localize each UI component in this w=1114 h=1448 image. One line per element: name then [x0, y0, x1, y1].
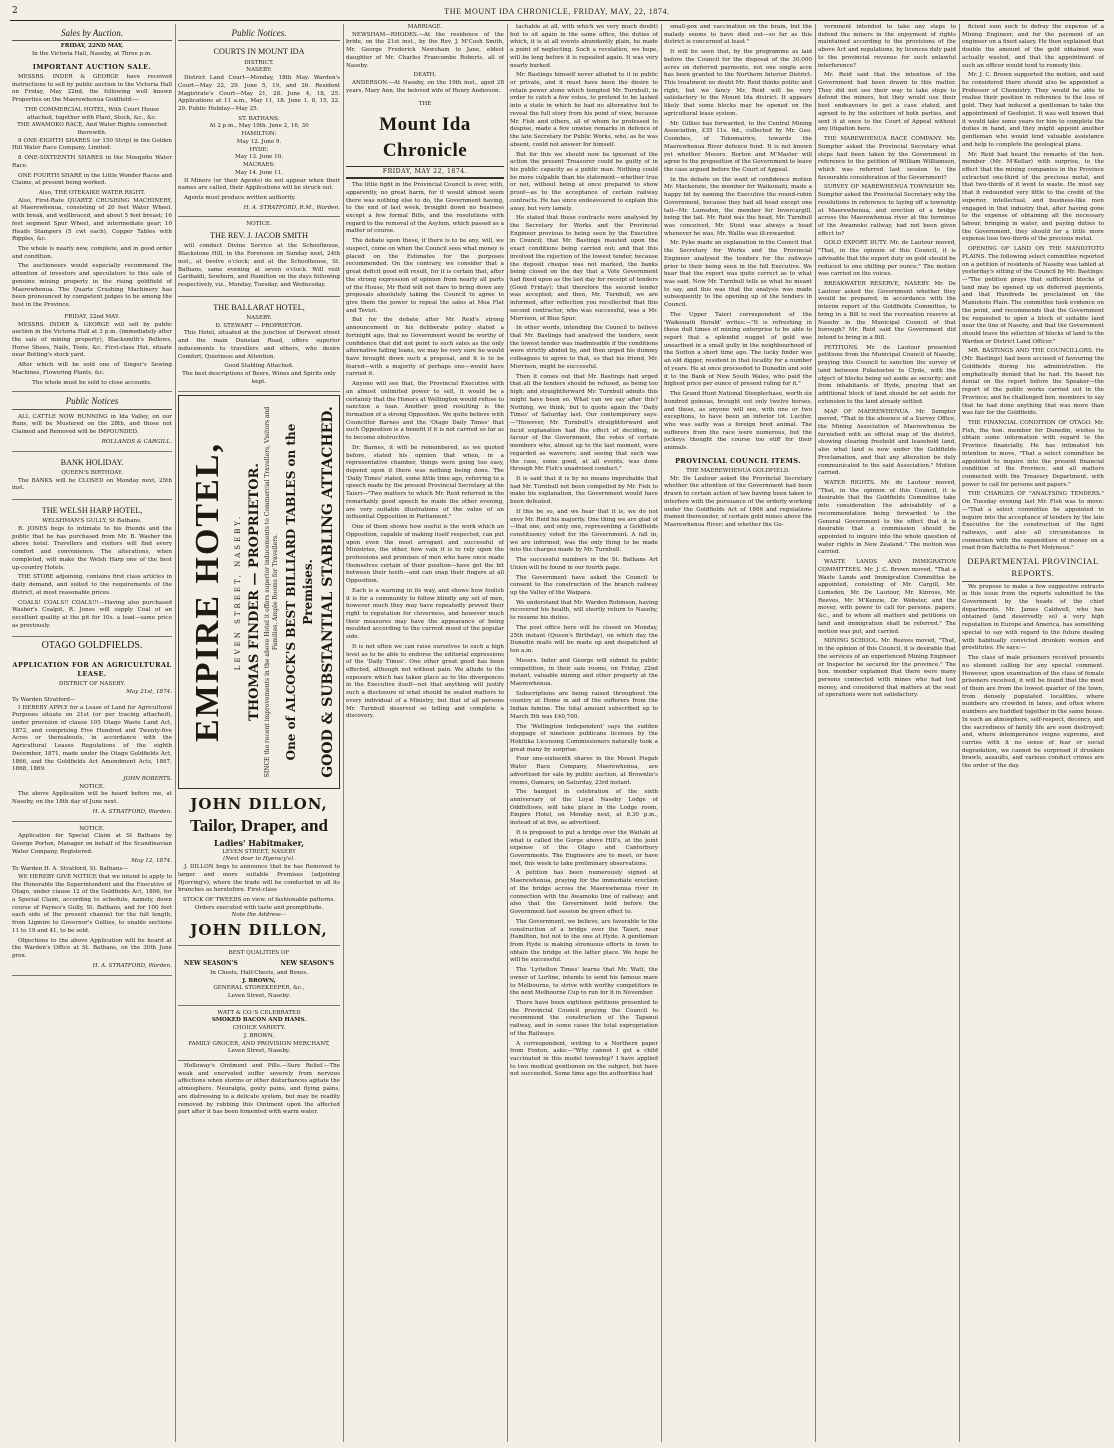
best-qualities: BEST QUALITIES OF — [228, 949, 290, 956]
column-rule — [343, 24, 344, 1442]
news-item: The 'Lyttelton Times' learns that Mr. Watt, the owner of Lurline, intends to send his famous mare to Melbourne, to strive with worthy competitors in the next Melbourne Cup to run for it in November. — [510, 967, 658, 997]
otago-heading: OTAGO GOLDFIELDS. — [41, 640, 143, 652]
news-item: The Government have asked the Council to consent to the construction of the branch railway up the Valley of the Waipara. — [510, 574, 658, 597]
advert-courts — [178, 43, 340, 217]
masthead-the: THE — [418, 101, 432, 108]
seasons-row — [184, 960, 334, 968]
editorial-paragraph: But for this we should now be ignorant of the action the present Treasurer could be guilty of in his public capacity as a public man. Nothing could be more culpable than his statement—whether true or not, without being at once prepared to show proof—as to the acceptance of certain railway contracts. He has since endeavoured to explain this away, but very lamely. — [510, 151, 658, 212]
council-items-heading: PROVINCIAL COUNCIL ITEMS. — [675, 456, 801, 465]
sale-item: The whole is nearly new, complete, and in good order and condition. — [12, 246, 172, 260]
page-number: 2 — [12, 6, 19, 16]
advert-bank-holiday — [12, 454, 172, 500]
sale-item: THE AWAMOKO RACE, And Water Rights connected therewith. — [17, 122, 167, 136]
lease-body: I HEREBY APPLY for a Lease of Land for Agricultural Purposes situate on 21st (or per tracing attached), under provision of clause 105 Otago Waste Land Act, 1872, and comprising Five Hundred and Twenty-five Acres or thereabouts, in accordance with the Agricultural Leases Regulations of the eighth December, 1871, made under the Otago Goldfields Act, 1866, and the Goldfields Act Amendment Acts, 1867, 1868, 1869. — [12, 704, 172, 773]
empire-stabling: GOOD & SUBSTANTIAL STABLING ATTACHED. — [320, 405, 337, 778]
advert-tea-seasons — [178, 948, 340, 1006]
lease-signature: JOHN ROBERTS. — [123, 775, 172, 782]
lease-to: To Warden Stratford— — [12, 696, 76, 703]
welsh-store: THE STORE adjoining, contains first class articles in daily demand, and suited to the requirements of the district, at most reasonable prices. — [12, 574, 172, 596]
welsh-coals: COALS! COALS!! COALS!!!—Having also purchased Wasber's Coalpit, R. Jones will supply Coal of an excellent quality at the pit for 10s. a load—same price as previously. — [12, 599, 172, 629]
editorial-paragraph: The debate upon these, if there is to be any, will, we suspect, come on when the Council sees what money is placed on the Estimates for the purposes recommended. On the contrary, we consider that a great deficit good will result, for it is certain that, after the strong expression of opinion from nearly all parts of the House, Mr Reid will not dare to bring down any proposals absolutely taking the Council to agree to give them the power to repeal the sales at Moa Flat and Teviot. — [346, 238, 504, 314]
news-item: We understand that Mr. Warden Robinson, having recovered his health, will shortly return to Naseby, to resume his duties. — [510, 599, 658, 622]
empire-billiard: One of ALCOCK'S BEST BILLIARD TABLES on the Premises. — [284, 423, 315, 760]
sale-item: Also, THE OTEKAIKE WATER RIGHT. — [38, 190, 146, 196]
reports-paragraph: We propose to make a few suggestive extracts in this issue from the reports submitted to the Government by the heads of the chief departments. Mr. James Caldwell, who has obtained (and deservedly so) a very high reputation in Europe and America, has something special to say with regard to the future dealing with habitually convicted drunken women and prostitutes. He says:— — [962, 583, 1104, 652]
dillon-stock: STOCK OF TWEEDS on view, of fashionable patterns. Orders executed with taste and promptitude. — [182, 896, 336, 911]
notice-heading: NOTICE. — [79, 783, 105, 790]
dillon-body: J. DILLON begs to announce that he has Removed to larger and more suitable Premises (adjoining Hjorring's), where the trade will be conducted in all its branches as heretofore. First-class — [178, 864, 340, 894]
council-item: Mr. Reid had heard the remarks of the hon. member (Mr. M'Kellar) with surprise, to the effect that the mining companies in the Province extracted one-third of the precious metal, and that two-thirds of it went to waste. He must say that it redounded very little to the credit of the superior, intellectual, and business-like men engaged in that industry that, after having gone to the expense of obtaining all the necessary labour, bringing in water, and paying duties to the Government, they should for a little more expense lose two-thirds of the precious metal. — [962, 151, 1104, 243]
death-heading: DEATH. — [413, 72, 437, 79]
column-rule — [959, 24, 960, 1442]
season-right: NEW SEASON'S — [280, 959, 334, 967]
dillon-outfit: Ladies' Habitmaker, — [213, 837, 305, 848]
council-item: Mr. Reid said that the intention of the Government had been drawn to this matter. They did not see their way to take steps to defend the miners, but they would use their best endeavours to get a case stated, and agreed to by the solicitors of both parties, and sent it at once to the Court of Appeal without any litigation here. — [818, 72, 956, 133]
cattle-signature: ROLLANDS & CARGILL. — [101, 438, 172, 445]
sale-item: Also, First-Rate QUARTZ CRUSHING MACHINERY, at Maerewhenua, consisting of 20 feet Water Wheel, with break, and wellbraced, and about 5 feet breast; 16 feet segment Spur Wheel, and intermediate gear; 10 Heads Stampers (5 cwt each), Copper Tables with Ripples, &c. — [12, 197, 172, 243]
bank-body: The BANKS will be CLOSED on Monday next, 25th inst. — [12, 477, 172, 492]
column-1 — [12, 24, 172, 1442]
sale2-close: The whole must be sold to close accounts. — [32, 379, 152, 386]
bank-sub: QUEEN'S BIRTHDAY. — [61, 469, 123, 476]
lease-district: DISTRICT OF NASEBY. — [58, 681, 126, 688]
watt-address: Leven Street, Naseby. — [227, 1048, 291, 1055]
news-item: The Upper Taieri correspondent of the 'Waikouaiti Herald' writes:—"It is refreshing in these dull times of mining enterprise to be able to report that a splendid nugget of gold was unearthed in a small gully in the neighbourhood of the Sutton a short time ago. The lucky finder was an old digger, resident in that locality for a number of years. He at once proceeded to Dunedin and sold it to the Bank of New South Wales, who paid the highest price per ounce of present ruling for it." — [664, 311, 812, 388]
news-item: The banquet in celebration of the sixth anniversary of the Loyal Naseby Lodge of Oddfellows, will take place in the Lodge room, Empire Hotel, on Monday next, at 8.30 p.m., instead of at five, as advertised. — [510, 789, 658, 827]
reports-heading: DEPARTMENTAL PROVINCIAL REPORTS. — [962, 556, 1104, 581]
header-rule — [10, 20, 1104, 21]
lease-date: May 21st, 1874. — [126, 689, 172, 696]
watt-heading: WATT & CO.'S CELEBRATED — [217, 1009, 301, 1016]
sale-item: THE COMMERCIAL HOTEL, With Court House attached, together with Plant, Stock, &c., &c. — [24, 106, 160, 121]
section-heading: Public Notices — [12, 395, 172, 409]
council-item: MAP OF MAEREWHENUA. Mr. Sumpter moved, "That in the absence of a Survey Office, the Mining Association of Maerewhenua be furnished with an official map of the district, showing clearing freehold and leasehold land, also what land is now under the Goldfields Proclamation, and that any alteration be duly communicated to the said Association." Motion carried. — [818, 408, 956, 477]
editorial-paragraph: Each is a warning in its way, and shows how foolish it is for a community to follow blindly any set of men, however much they may have repeatedly proved their right to reputation for cleverness, and however much their measures may have the appearance of being moulded according to the current mood of the popular side. — [346, 587, 504, 641]
news-item: The 'Wellington Independent' says the sudden stoppage of nineteen publicans licenses by the Hokitika Licensing Commissioners naturally took a great many by surprise. — [510, 723, 658, 753]
editorial-paragraph: If this be so, and we hear that it is, we do not envy Mr. Reid his majority. One thing we are glad of—that one, and only one, representing a Goldfields constituency voted for the Government. A fall in, we are informed, was the only thing to be made into the charges made by Mr. Turnbull. — [510, 508, 658, 554]
courts-hamilton-dates: May 12. June 9. — [236, 138, 282, 145]
council-item: THE CHARGES OF "ANALYSING TENDERS." On Tuesday evening last Mr. Fish was to move:—"That a select committee be appointed to inquire into the acceptance of tenders by the late Executive for the construction of the light railways, and also all circumstances in connection with the expenditure of money on a road from Balclutha to Port Molyneux." — [962, 491, 1104, 552]
welsh-sub: WELSHMAN'S GULLY, St Bathans. — [42, 518, 142, 525]
news-item: Mr. Gillies has forwarded, to the Central Mining Association, £35 11s. 6d., collected by Mr. Geo. Coombes, of Tokomairiro, towards the Maerewhenua River defence fund. It is not known yet whether Messrs. Borton and M'Master will agree to the proposition of the Government to leave the case argued before the Court of Appeal. — [664, 120, 812, 173]
ballarat-proprietor: D. STEWART — PROPRIETOR. — [215, 322, 303, 329]
editorial-paragraph: The little fight in the Provincial Council is over, with, apparently, no great harm, for it would almost seem there was nothing else to do, the Government having, to the end of last week, brought down no business except a few formal Bills, and the resolutions with regard to the removal of the Asylum, which passed as a matter of course. — [346, 182, 504, 235]
council-item: ficient sum such to defray the expense of a Mining Engineer, and for the payment of an engineer on a fixed salary. He then explained that double the amount of the gold obtained was actually wasted, and that the appointment of such an officer would tend to remedy this. — [962, 24, 1104, 69]
editorial-paragraph: In other words, intending the Council to believe that Mr. Bastings had analysed the tenders, seen the lowest tender was inadmissible if the conditions were strictly abided by, and then urged his dummy colleagues to agree to that, so that his friend, Mr. Morrison, might be successful. — [510, 325, 658, 370]
courts-sub: DISTRICT. — [244, 59, 274, 66]
news-item: Subscriptions are being raised throughout the country at Home in aid of the sufferers from the Indian famine. The total amount subscribed up to March 5th was £40,700. — [510, 690, 658, 720]
dillon-address: LEVEN STREET, NASEBY — [222, 848, 296, 855]
editorial-paragraph: But for the debate after Mr. Reid's strong announcement in his deliberate policy stated a fortnight ago, that no Government would be worthy of confidence that did not point to such sales as the only alternative failing loans, we may be very sure he would have brought down such a proposal, and it is to be feared—with a majority of perhaps one—would have carried it. — [346, 317, 504, 378]
empire-street: LEVEN STREET, NASEBY. — [233, 513, 242, 670]
courts-st-bathans: ST. BATHANS: — [238, 115, 280, 122]
column-6 — [818, 24, 956, 1442]
empire-name: EMPIRE HOTEL, — [189, 441, 226, 742]
notice2-date: May 12, 1874. — [131, 858, 172, 865]
council-item: vernment intended to take any steps to defend the miners in the enjoyment of rights maintained according to the provisions of the above Act and regulations, by licences duly paid to the provincial revenue for such unlawful interference? — [818, 24, 956, 69]
editorial-paragraph: It is not often we can raise ourselves to such a high level as to be able to endorse the editorial expressions of the 'Daily Times'. One other great good has been effected, although not without pain. We allude to the exposure which has taken place as to the divergences in the Executive itself—not that anything will justify such a disclosure of what should be sealed matters to every individual of a Ministry, but that of all persons Mr. Turnbull deserved so telling and complete a discovery. — [346, 643, 504, 720]
column-rule — [661, 24, 662, 1442]
notice2-signature: H. A. STRATFORD, Warden. — [92, 962, 172, 969]
watt-choice: CHOICE VARIETY. — [232, 1025, 286, 1032]
advert-sale-2 — [12, 312, 172, 392]
notice-body: The above Application will be heard before me, at Naseby, on the 18th day of June next. — [12, 791, 172, 806]
editorial-paragraph: tachable at all, with which we very much doubt) but to sit again in the same office, the duties of which, it is at all events abundantly plain, he made a point of neglecting. Such a revelation, we hope, will be long before it is repeated again. It was very nearly burked. — [510, 24, 658, 69]
death-notice: ANDERSON.—At Naseby, on the 19th inst., aged 28 years, Mary Ann, the beloved wife of Henry Anderson. — [346, 80, 504, 94]
ballarat-body: This Hotel, situated at the junction of Derwent street and the main Dunstan Road, offers superior inducements to travellers and others, who desire Comfort, Quietness and Attention. — [178, 330, 340, 360]
news-item: The post office here will be closed on Monday, 25th instant (Queen's Birthday), on which day the Dunedin mails will be made up and despatched at ten a.m. — [510, 624, 658, 655]
news-item: A correspondent, writing to a Northern paper from Foxton, asks:—"Why cannot I get a child vaccinated in this model township? I have applied to two medical gentlemen on the subject, but have not succeeded. Some time ago the authorities had — [510, 1040, 658, 1078]
advert-special-claim — [12, 824, 172, 976]
column-7 — [962, 24, 1104, 1442]
welsh-heading: THE WELSH HARP HOTEL, — [41, 506, 143, 515]
news-item: small-pox and vaccination on the brain, but the malady seems to have died out—so far as this district is concerned at least." — [664, 24, 812, 46]
service-notice: NOTICE. — [246, 221, 272, 228]
bank-heading: BANK HOLIDAY. — [60, 457, 124, 467]
notice2-heading: NOTICE. — [79, 825, 105, 832]
service-body: will conduct Divine Service at the Schoolhouse, Blackstone Hill, in the Forenoon on Sunday next, 24th inst., at twelve o'clock; and at the Schoolhouse, St. Bathans, same evening at seven o'clock. Will visit Garibaldi, Sowburn, and Hamilton on the days following respectively, viz., Monday, Tuesday, and Wednesday. — [178, 243, 340, 288]
watt-product: SMOKED BACON AND HAMS. — [211, 1017, 307, 1024]
column-rule — [507, 24, 508, 1442]
notice2-body: Application for Special Claim at St Bathans by George Porton, Manager on behalf of the Scandinavian Water Company, Registered. — [12, 833, 172, 855]
courts-signature: H. A. STRATFORD, R.M., Warden. — [243, 204, 340, 211]
dillon-name-repeat: JOHN DILLON, — [190, 921, 328, 940]
news-item: The successful numbers in the St. Bathans Art Union will be found in our fourth page. — [510, 557, 658, 571]
council-item: OPENING OF LAND ON THE MANIOTOTO PLAINS. The following select committee reported on a petition of residents of Naseby was tabled at yesterday's sitting of the Council by Mr. Bastings:—"The petition prays that sufficient blocks of land may be opened up on deferred payments, and that Hundreds be proclaimed on the Maniototo Plain. The committee took evidence on the point, and recommends that the Government be requested to open a block of suitable land near the line of Naseby, and that the Government should leave the selection of blocks of land to the Warden or District Land Officer." — [962, 246, 1104, 345]
reports-paragraph: The class of male prisoners received presents no element calling for any special comment. However, upon examination of the class of female prisoners received, it will be found that the most of them are from the lowest quarter of the town, from densely populated localities, where numbers are crowded in lanes, and often where numbers are huddled together in the same house. In such an atmosphere, self-respect, decency, and the sacredness of family life are soon destroyed; and, where intemperance reigns supreme, and carries with it no sense of fear or social degradation, we cannot be surprised if drunken brawls, assaults, and various conduct crimes are the order of the day. — [962, 655, 1104, 770]
dateline: FRIDAY, MAY 22, 1874. — [346, 166, 504, 180]
brown-sub: GENERAL STOREKEEPER, &c., — [213, 985, 305, 992]
service-heading: THE REV. J. JACOB SMITH — [209, 231, 309, 241]
courts-miners: If Miners (or their Agents) do not appear when their names are called, their Applications will be struck out. — [178, 177, 340, 192]
council-item: THE MAREWHENUA RACE COMPANY. Mr. Sumpter asked the Provincial Secretary what steps had been taken by the Government in reference to the petition of William Williamson, which was referred last session to the favourable consideration of the Government? — [818, 136, 956, 181]
sale2-more: After which will be sold one of Singer's Sewing Machines, Flowering Plants, &c. — [12, 362, 172, 376]
courts-naseby: NASEBY: — [246, 67, 272, 74]
news-item: The Grand Hunt National Steeplechase, worth six hundred guineas, brought out only twelve horses, and these, as anyone will see, with one or two exceptions, to have been an inferior lot. Lucifer, who was sadly was a foreign bred animal. The sufferers from the race were numerous, but the jockeys thought the course too stiff for their animals. — [664, 391, 812, 452]
advert-empire-hotel — [178, 395, 340, 789]
ballarat-stabling: Good Stabling Attached. — [224, 363, 294, 370]
sale-item: 8 ONE-SIXTEENTH SHARES in the Mosquito Water Race. — [12, 155, 172, 169]
council-item: PETITIONS. Mr. de Lautour presented petitions from the Municipal Council of Naseby, praying this Council to sanction the survey of land between Puketoetoe to Clyde, with the object of blocks being set aside as security; and from inhabitants of Hyde, praying that an additional block of land should be set aside for extension to the land already settled. — [818, 344, 956, 405]
notice2-text: WE HEREBY GIVE NOTICE that we intend to apply to the Honorable the Superintendent and the Executive of Otago, under clause 12 of the Goldfields Act, 1866, for a Special Claim, according to schedule, namely, down course of Paynes's Gully, St. Bathans, and for 100 feet each side of the present channel for the full length, from Ligmire to Governor's Gullies, to enable sections 11 to 19 and 41, to be sold. — [12, 873, 172, 934]
brown-name: J. BROWN, — [242, 977, 276, 984]
council-item: WASTE LANDS AND IMMIGRATION COMMITTEES. Mr. J. C. Brown moved, "That a Waste Lands and Immigration Committee be appointed, consisting of Mr. Cargill, Mr. Lumsden, Mr. De Lautour, Mr. Kinross, Mr. Reeves, Mr. M'Kenzie, Dr. Webster, and the mover, with power to call for persons, papers, &c., and to whom all matters and petitions on land and immigration shall be referred." The motion was put, and carried. — [818, 559, 956, 635]
marriage-notice: NEWSHAM—RHODES.—At the residence of the bride, on the 21st inst., by the Rev. J. M'Cosh Smith, Mr. George Frederick Newsham to Jane, eldest daughter of Mr. Charles Francombe Roberts, all of Naseby. — [346, 31, 504, 69]
courts-body: District Land Court—Monday, 18th May. Warden's Court—May 22, 29. June 5, 19, and 26. Resident Magistrate's Court—May 21, 28. June 4, 18, 25. Applications at 11 a.m., May 11, 18. June 1, 8, 15, 22, 29. Public Holiday—May 25. — [178, 75, 340, 113]
section-heading: Public Notices. — [178, 27, 340, 41]
courts-heading: COURTS IN MOUNT IDA — [213, 47, 305, 57]
brown-address: Leven Street, Naseby. — [227, 992, 291, 999]
news-item: It will be seen that, by the programme as laid before the Council for the disposal of the 30,000 acres on deferred payments, not one single acre has been granted to the Northern Interior District. This treatment no doubt Mr. Reid thinks politic and right, but we fancy Mr. Reid will be very satisfactory to the Mount Ida district. It appears likely that some blocks may be opened on the agricultural lease system. — [664, 49, 812, 117]
courts-hyde: HYDE: — [249, 146, 269, 153]
advert-bacon — [178, 1008, 340, 1061]
council-item: GOLD EXPORT DUTY. Mr. de Lautour moved, "That, in the opinion of this Council, it is advisable that the export duty on gold should be reduced to one shilling per ounce." The motion was carried on the voices. — [818, 240, 956, 278]
empire-rotated-text — [185, 402, 337, 782]
courts-st-bathans-dates: At 2 p.m., May 19th. June 2, 16, 30 — [209, 123, 309, 130]
advert-lease — [12, 655, 172, 821]
dillon-note: Note the Address— — [231, 912, 287, 919]
ballarat-heading: THE BALLARAT HOTEL, — [213, 302, 305, 312]
council-item: THE FINANCIAL CONDITION OF OTAGO. Mr. Fish, the hon. member for Dunedin, wishes to obtain some information with regard to the Province financially. He has intimated his intention to move, "That a select committee be appointed to inquire into the present financial condition of the Province, and all matters connected with the Treasury Department, with power to call for persons and papers." — [962, 419, 1104, 488]
editorial-paragraph: He stated that these contracts were analysed by the Secretary for Works and the Provincial Engineer previous to being seen by the Executive in Council; that Mr. Bastings insisted upon the exact conditions being carried out; and that this involved the rejection of the lowest tender, because the deposit cheque was not marked, the banks being closed on the day that a Vote Government had fixed upon as the last day for receipt of tenders (Good Friday); that therefore the second tender was accepted; and then, Mr. Turnbull, we are informed, after reflection you recollected that this second contractor, who was successful, was a Mr. Morrison, of Blue Spur. — [510, 215, 658, 322]
holloway-advert: Holloway's Ointment and Pills.—Sure Relief.—The weak and enervated suffer severely from nervous affections when storms or other disturbances agitate the atmosphere. Neuralgia, gouty pains, and flying pains, are distressing to a delicate system, but may be readily removed by rubbing this Ointment upon the affected part after it has been fomented with warm water. — [178, 1063, 340, 1116]
news-item: Four one-sixteenth shares in the Mount Pisgah Water Race Company, Maerewhenua, are advertised for sale by public auction, at Brownlie's rooms, Oamaru, on Saturday, 23rd instant. — [510, 756, 658, 786]
council-items-sub: THE MAEREWHENUA GOLDFIELD. — [686, 467, 790, 474]
sale-date: FRIDAY, 22ND MAY, — [60, 43, 124, 50]
news-item: The Government, we believe, are favorable to the construction of a bridge over the Taieri, near Hamilton, but not to the one at Hyde. A gentleman from Hyde is making strenuous efforts in town to obtain the bridge at the latter place. We hope he will be successful. — [510, 918, 658, 964]
editorial-paragraph: Then it comes out that Mr. Bastings had urged that all the tenders should be refused, as being too high; and straightforward Mr. Turnbull admits this might have been so. What can we say after this? Nothing, we think, but to quote again the 'Daily Times' of Saturday last. Our contemporary says:—"However, Mr. Turnbull's straightforward and lucid explanation had the effect of deciding, in favour of the Government, the votes of certain members who, almost up to the last moment, were regarded as waverers; and seeing that such was the case, some good, at all events, was done through Mr. Fish's unadvised conduct." — [510, 373, 658, 473]
masthead: Mount Ida Chronicle — [379, 114, 471, 162]
notice-signature: H. A. STRATFORD, Warden. — [92, 808, 172, 815]
ballarat-wines: The best descriptions of Beers, Wines and Spirits only kept. — [182, 371, 336, 385]
advert-divine-service — [178, 219, 340, 296]
advert-john-dillon — [178, 792, 340, 946]
column-2 — [178, 24, 340, 1442]
news-item: A petition has been numerously signed at Maerewhenua, praying for the immediate erection of the bridge across the Maerewhenua river in connection with the Awamoko line of railway; and also that the Government hold before the Government last session be given effect to. — [510, 870, 658, 916]
watt-sub: FAMILY GROCER, AND PROVISION MERCHANT, — [188, 1040, 330, 1047]
lease-heading: APPLICATION FOR AN AGRICULTURAL LEASE. — [12, 661, 172, 679]
dillon-next-door: (Next door to Hyeracy's). — [223, 856, 295, 863]
news-item: In the debate on the want of confidence motion Mr. Mackenzie, the member for Waikouaiti, made a happy hit by naming the Executive the round-robin Government, because they had all head except one tail—Mr. Lumsden, the member for Invercargill, being the tail. Mr. Reid was the head, Mr. Turnbull was conceived, Mr. Stout was always a head whenever he was, Mr. Wallis was ill-rewarded. — [664, 176, 812, 237]
courts-hamilton: HAMILTON: — [241, 131, 277, 138]
tea-chests: In Chests, Half-Chests, and Boxes. — [210, 969, 308, 976]
editorial-paragraph: One of them shows how useful is the work which an Opposition, capable of making itself respected, can put upon even the most arrogant and successful of Ministries, the other, how vain it is to rely upon the professions and promises of men who have once made themselves certain of their position—have got the bit between their teeth—and can snap their fingers at all Opposition. — [346, 524, 504, 585]
sale-item: 9 ONE-EIGHTH SHARES (or 150 Strip) in the Golden Hill Water Race Company, Limited. — [12, 137, 172, 152]
empire-since: SINCE the recent improvements in the above Hotel it offers superior inducements to Commercial Travellers, Visitors and Families. Ample Rooms for Travellers. — [263, 406, 279, 777]
notice2-to: To Warden H. A. Stratford, St. Bathans— — [12, 866, 128, 873]
council-item: MR. BASTINGS AND THE COUNCILLORS. He (Mr. Bastings) had been accused of favouring the Goldfields during his administration. He emphatically denied that he had. He based his denial on the report before the Speaker—the report of the public works carried out in the Province; and he challenged hon. members to say that he had done anything that was more than was fair for the Goldfields. — [962, 348, 1104, 417]
sale-heading: IMPORTANT AUCTION SALE. — [32, 62, 152, 71]
column-4 — [510, 24, 658, 1442]
editorial-paragraph: It is said that it is by no means improbable that had Mr. Turnbull not been compelled by Mr. Fish to make his explanation, the Government would have been defeated. — [510, 475, 658, 506]
dillon-name: JOHN DILLON, — [190, 794, 328, 813]
column-rule — [175, 24, 176, 1442]
advert-cattle — [12, 412, 172, 452]
council-item: SURVEY OF MAREWHENUA TOWNSHIP. Mr. Sumpter asked the Provincial Secretary why the resolutions in reference to laying off a township at Maerewhenua, and erection of a bridge across the Maerewhenua river at the terminus of the Awamoko railway, had not been given effect to? — [818, 184, 956, 237]
dillon-trade: Tailor, Draper, and — [190, 816, 328, 836]
news-item: It is proposed to put a bridge over the Waitaki at what is called the Gorge above Hill's, at the joint expense of the Otago and Canterbury Governments. The Engineers are to meet, or have met, this week to take preliminary observations. — [510, 829, 658, 867]
council-item: Mr. J. C. Brown supported the motion, and said he considered there should also be appointed a Professor of Chemistry. They would be able to realise their position in reference to the loss of gold. They had induced a gentleman to take the appointment of Geologist. It was well known that it would take some years for him to complete the duties in hand, and they might appoint another gentleman who would lend valuable assistance and help to complete the geological plans. — [962, 72, 1104, 148]
courts-macraes: MACRAES: — [242, 162, 276, 169]
sale-item: The auctioneers would especially recommend the attention of investors and speculators to this sale of genuine mining property in the rising goldfield of Maerewhenua. The Quartz Crushing Machinery has been pronounced by competent judges to be among the best in the Province. — [12, 263, 172, 309]
column-rule — [815, 24, 816, 1442]
council-item: BREAKWATER RESERVE, NASEBY. Mr. De Lautour asked the Government whether they would be prepared, in accordance with the interim report of the Goldfields Committee, to bring in a Bill to vest the recreation reserve at Naseby in the Municipal Council of that borough? Mr. Reid said the Government did intend to bring in a Bill. — [818, 281, 956, 342]
editorial-paragraph: Anyone will see that, the Provincial Executive with an almost unlimited power to sell, it would be a certainty that the Honors at Wellington would refuse to sanction a loan. Another good resulting is the formation of a strong Opposition. We quite believe with Councillor Barnes and the 'Otago Daily Times' that such Opposition is a benefit if it is not carried so far as to become obstructive. — [346, 381, 504, 442]
council-item: WATER RIGHTS. Mr. de Lautour moved, "That, in the opinion of this Council, it is desirable that the Goldfields Committee take into consideration the advisability of a recommendation being forwarded to the General Government to the effect that it is desirable that a commission should be appointed to inquire into the whole question of water rights in New Zealand." The motion was carried. — [818, 479, 956, 556]
courts-hyde-dates: May 13. June 10. — [234, 154, 284, 161]
news-item: Messrs. Inder and George will submit to public competition, in their sale rooms, on Friday, 22nd instant, valuable mining and other property at the Maerewhenua. — [510, 657, 658, 687]
marriage-heading: MARRIAGE. — [407, 24, 443, 30]
welsh-body: R. JONES begs to intimate to his friends and the public that he has purchased from Mr. B. Wasber the above hotel. Travellers and visitors will find every comfort and convenience. The alterations, when completed, will make the Welsh Harp one of the best up-country Hotels. — [12, 526, 172, 571]
advert-welsh-harp — [12, 502, 172, 637]
advert-ballarat-hotel — [178, 299, 340, 392]
editorial-paragraph: Dr. Barnes, it will be remembered, as we quoted before, stated his opinion that when, in a representative chamber, things were going too easy, depend upon it there was nothing being done. The 'Daily Times' stated, some little time ago, referring to a speech made by the present Provincial Secretary at the Taieri—"Two matters to which Mr. Reid referred in the remarkably good speech he made the other evening, are very suitable illustrations of the value of an influential Opposition in Parliament." — [346, 444, 504, 521]
ballarat-sub: NASEBY. — [246, 315, 272, 322]
sale-item: ONE FOURTH SHARE in the Little Wonder Races and Claims, at present being worked. — [12, 172, 172, 187]
council-item: MINING SCHOOL. Mr. Reeves moved, "That, in the opinion of this Council, it is desirable that the services of an experienced Mining Engineer or Inspector be secured for the province." The hon. member explained that there were many persons connected with mines who had lost money, and considered that matters at the seat of operations were not satisfactory. — [818, 638, 956, 699]
news-item: Mr. Pyke made an explanation in the Council that the Secretary for Works and the Provincial Engineer analysed the tenders for the railways prior to their being seen in the full Executive. We hear that the report was quite correct as to what was said. Now Mr. Turnbull tells us what he meant to say, and this was that the analysis was made subsequently to the opening up of the tenders in Council. — [664, 240, 812, 309]
section-heading: Sales by Auction. — [12, 27, 172, 41]
council-item: Mr. De Lautour asked the Provincial Secretary whether the attention of the Government had been drawn to certain action of law having been taken to interfere with the pursuance of the orderly working under the Goldfields Act of 1866 and regulations framed thereunder, of certain gold mines above the Maerewhenua River; and whether the Go- — [664, 475, 812, 528]
sale-place: In the Victoria Hall, Naseby, at Three p.m. — [31, 51, 153, 58]
column-5 — [664, 24, 812, 1442]
editorial-paragraph: Mr. Bastings himself never alluded to it in public or private, and it must have been the desire to retain power alone which tempted Mr. Turnbull, in order to catch a few votes, to pretend to be lashed into a state in which he had no alternative but to reveal the full story from his point of view, because Mr. Fish and others, all of whom he professed to despise, made a few unwise remarks in defence of the late Secretary for Public Works, who, as he was absent, could not answer for himself. — [510, 72, 658, 148]
sale2-date: FRIDAY, 22nd MAY. — [64, 313, 120, 320]
column-3 — [346, 24, 504, 1442]
news-item: There have been eighteen petitions presented to the Provincial Council praying the Council to recommend the construction of the Tapanui railway, and in some cases the total expropriation of the Railways. — [510, 999, 658, 1037]
courts-agents: Agents must produce written authority. — [184, 194, 296, 201]
courts-macraes-dates: May 14. June 11. — [234, 169, 284, 176]
running-title: THE MOUNT IDA CHRONICLE, FRIDAY, MAY, 22, 1874. — [444, 7, 670, 16]
empire-proprietor: THOMAS FINDER — PROPRIETOR. — [246, 462, 262, 721]
sale-body: MESSRS. INDER & GEORGE have received instructions to sell by public auction in the Victoria Hall on Friday, May 22nd, the following well known Properties on the Maerewhenua Goldfield:— — [12, 73, 172, 104]
cattle-body: ALL CATTLE NOW RUNNING in Ida Valley, on our Runs, will be Mustered on the 28th, and those not Claimed and Removed will be IMPOUNDED. — [12, 413, 172, 436]
sale2-body: MESSRS. INDER & GEORGE will sell by public auction in the Victoria Hall at 3 p.m. (immediately after the sale of mining property), Blacksmith's Bellows, Horse Shoes, Nails, Tools, &c. First-class Hut, situate near Botting's stock yard. — [12, 321, 172, 359]
watt-seller: J. BROWN, — [243, 1032, 275, 1039]
season-left: NEW SEASON'S — [184, 959, 238, 967]
notice2-objections: Objections to the above Application will be heard at the Warden's Office at St. Bathans, on the 30th June prox. — [12, 937, 172, 960]
